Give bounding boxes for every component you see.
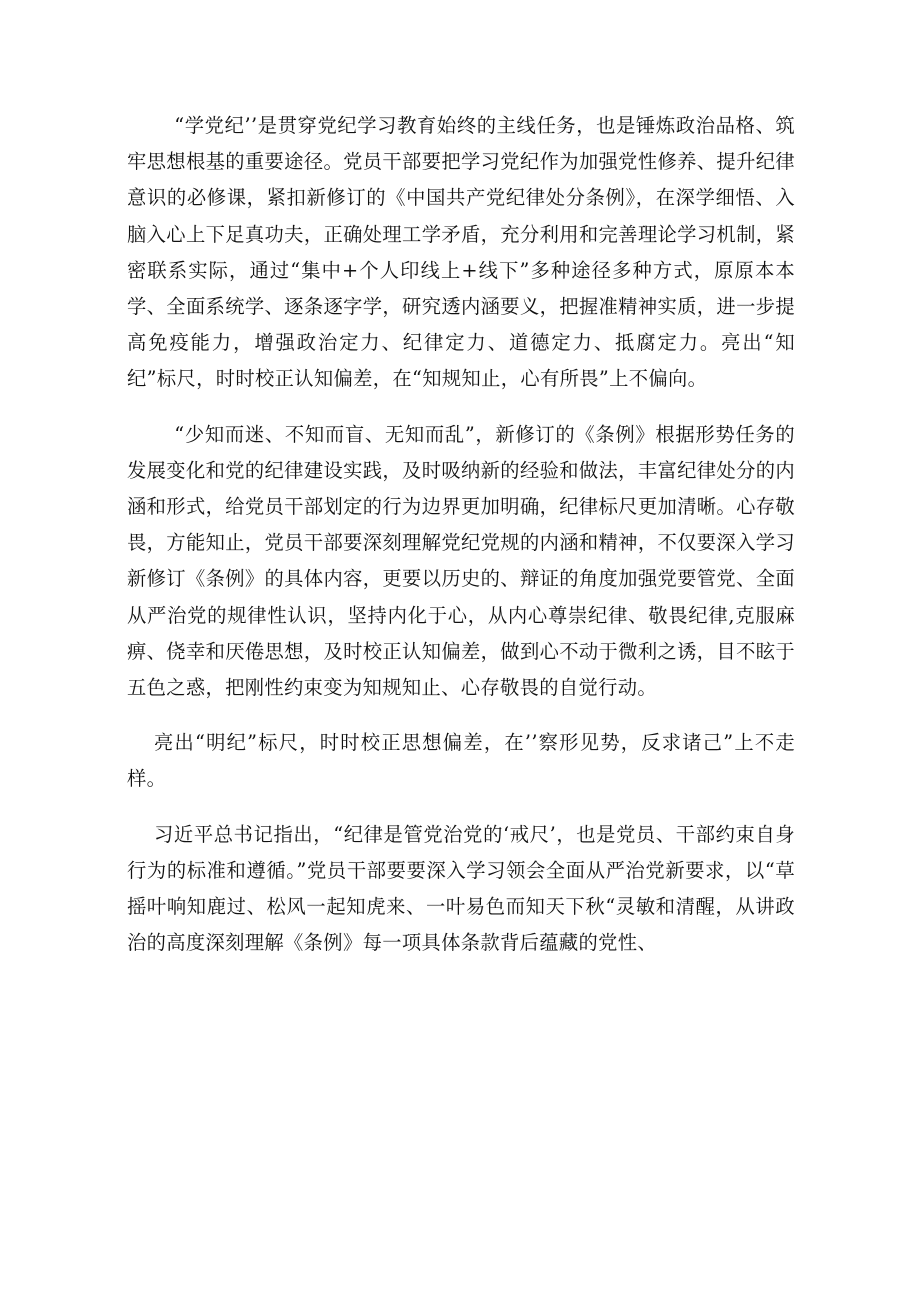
paragraph-4: 习近平总书记指出，“纪律是管党治党的‘戒尺’，也是党员、干部约束自身行为的标准和遵循。”党员干部要要深入学习领会全面从严治党新要求，以“草摇叶响知鹿过、松风一起知虎来、一叶易色而知天下秋“灵敏和清醒，从讲政治的高度深刻理解《条例》每一项具体条款背后蕴藏的党性、 <box>127 822 795 955</box>
paragraph-2: “少知而迷、不知而盲、无知而乱”，新修订的《条例》根据形势任务的发展变化和党的纪律建设实践，及时吸纳新的经验和做法，丰富纪律处分的内涵和形式，给党员干部划定的行为边界更加明确，纪律标尺更加清晰。心存敬畏，方能知止，党员干部要深刻理解党纪党规的内涵和精神，不仅要深入学习新修订《条例》的具体内容，更要以历史的、辩证的角度加强党要管党、全面从严治党的规律性认识，坚持内化于心，从内心尊崇纪律、敬畏纪律,克服麻痹、侥幸和厌倦思想，及时校正认知偏差，做到心不动于微利之诱，目不眩于五色之惑，把刚性约束变为知规知止、心存敬畏的自觉行动。 <box>127 422 795 700</box>
paragraph-3: 亮出“明纪”标尺，时时校正思想偏差，在’’察形见势，反求诸己”上不走样。 <box>127 731 795 791</box>
paragraph-1: “学党纪’’是贯穿党纪学习教育始终的主线任务，也是锤炼政治品格、筑牢思想根基的重要途径。党员干部要把学习党纪作为加强党性修养、提升纪律意识的必修课，紧扣新修订的《中国共产党纪律处分条例》，在深学细悟、入脑入心上下足真功夫，正确处理工学矛盾，充分利用和完善理论学习机制，紧密联系实际，通过“集中+个人印线上+线下”多种途径多种方式，原原本本学、全面系统学、逐条逐字学，研究透内涵要义，把握准精神实质，进一步提高免疫能力，增强政治定力、纪律定力、道德定力、抵腐定力。亮出“知纪”标尺，时时校正认知偏差，在“知规知止，心有所畏”上不偏向。 <box>127 114 795 391</box>
document-body <box>127 108 795 961</box>
